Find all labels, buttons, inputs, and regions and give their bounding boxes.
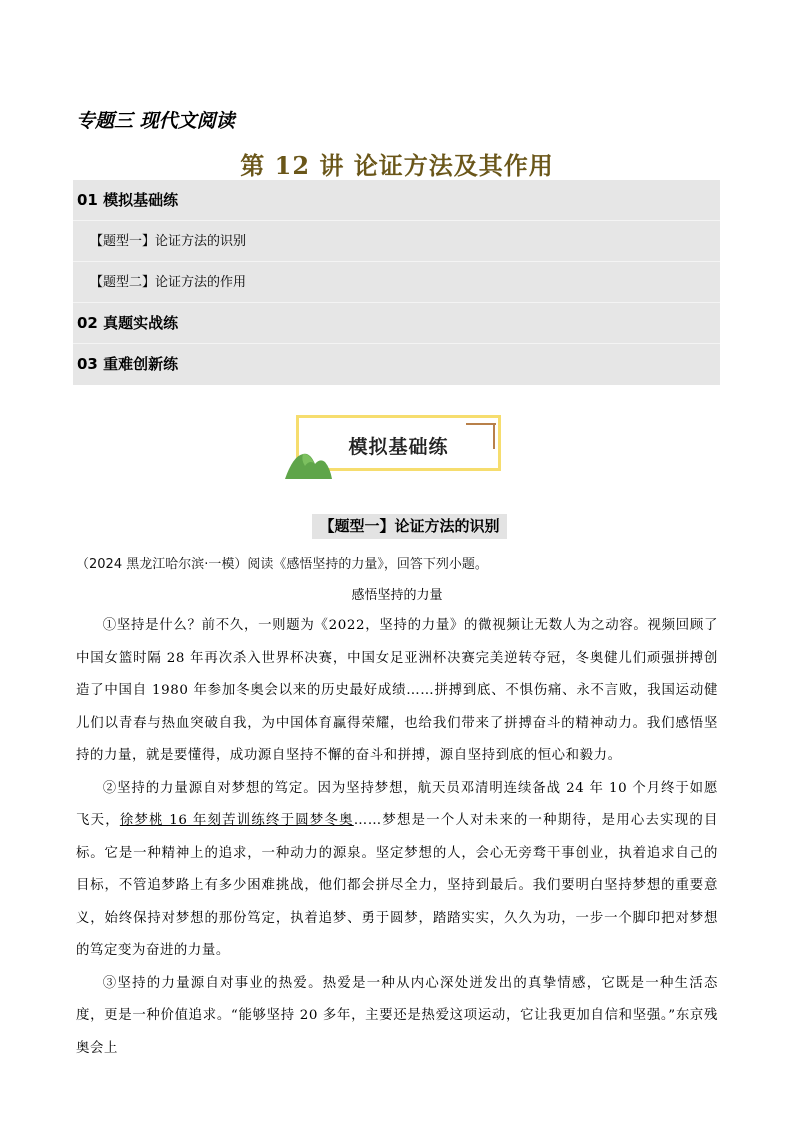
mountain-icon xyxy=(283,446,333,480)
question-type-heading: 【题型一】论证方法的识别 xyxy=(312,514,507,539)
toc-item-basic-practice[interactable]: 01 模拟基础练 xyxy=(73,180,720,221)
table-of-contents xyxy=(73,180,720,385)
paragraph-3: ③坚持的力量源自对事业的热爱。热爱是一种从内心深处迸发出的真挚情感，它既是一种生活态度，更是一种价值追求。“能够坚持 20 多年，主要还是热爱这项运动，它让我更加自信和坚强。”东京残奥会上 xyxy=(76,975,718,1056)
lecture-title: 第 12 讲 论证方法及其作用 xyxy=(240,151,554,180)
badge-corner-decoration xyxy=(466,423,496,425)
badge-corner-decoration-vertical xyxy=(493,423,495,449)
paragraph-2 xyxy=(76,773,718,968)
section-badge-label: 模拟基础练 xyxy=(348,436,449,458)
toc-item-type-two[interactable]: 【题型二】论证方法的作用 xyxy=(73,262,720,303)
article-body xyxy=(76,610,718,1065)
question-source: （2024 黑龙江哈尔滨·一模）阅读《感悟坚持的力量》，回答下列小题。 xyxy=(76,557,488,572)
paragraph-2-rest: ……梦想是一个人对未来的一种期待，是用心去实现的目标。它是一种精神上的追求，一种动力的源泉。坚定梦想的人，会心无旁骛干事创业，执着追求自己的目标，不管追梦路上有多少困难挑战，他们都会拼尽全力，坚持到最后。我们要明白坚持梦想的重要意义，始终保持对梦想的那份笃定，执着追梦、勇于圆梦，踏踏实实，久久为功，一步一个脚印把对梦想的笃定变为奋进的力量。 xyxy=(76,813,718,958)
toc-item-real-exam[interactable]: 02 真题实战练 xyxy=(73,303,720,344)
paragraph-2-lead: ②坚持的力量源自对梦想的笃定。因为坚持梦想，航天员邓清明连续备战 24 年 10 个月终于如愿飞天， xyxy=(76,780,718,828)
toc-item-innovation[interactable]: 03 重难创新练 xyxy=(77,355,179,373)
topic-heading: 专题三 现代文阅读 xyxy=(76,110,235,132)
paragraph-1: ①坚持是什么？前不久，一则题为《2022，坚持的力量》的微视频让无数人为之动容。视频回顾了中国女篮时隔 28 年再次杀入世界杯决赛，中国女足亚洲杯决赛完美逆转夺冠，冬奥健儿们顽强拼搏创造了中国自 1980 年参加冬奥会以来的历史最好成绩……拼搏到底、不惧伤痛、永不言败，我国运动健儿们以青春与热血突破自我，为中国体育赢得荣耀，也给我们带来了拼搏奋斗的精神动力。我们感悟坚持的力量，就是要懂得，成功源自坚持不懈的奋斗和拼搏，源自坚持到底的恒心和毅力。 xyxy=(76,618,718,763)
toc-item-type-one[interactable]: 【题型一】论证方法的识别 xyxy=(73,221,720,262)
underlined-sentence: 徐梦桃 16 年刻苦训练终于圆梦冬奥 xyxy=(119,813,354,828)
article-title: 感悟坚持的力量 xyxy=(351,588,443,603)
